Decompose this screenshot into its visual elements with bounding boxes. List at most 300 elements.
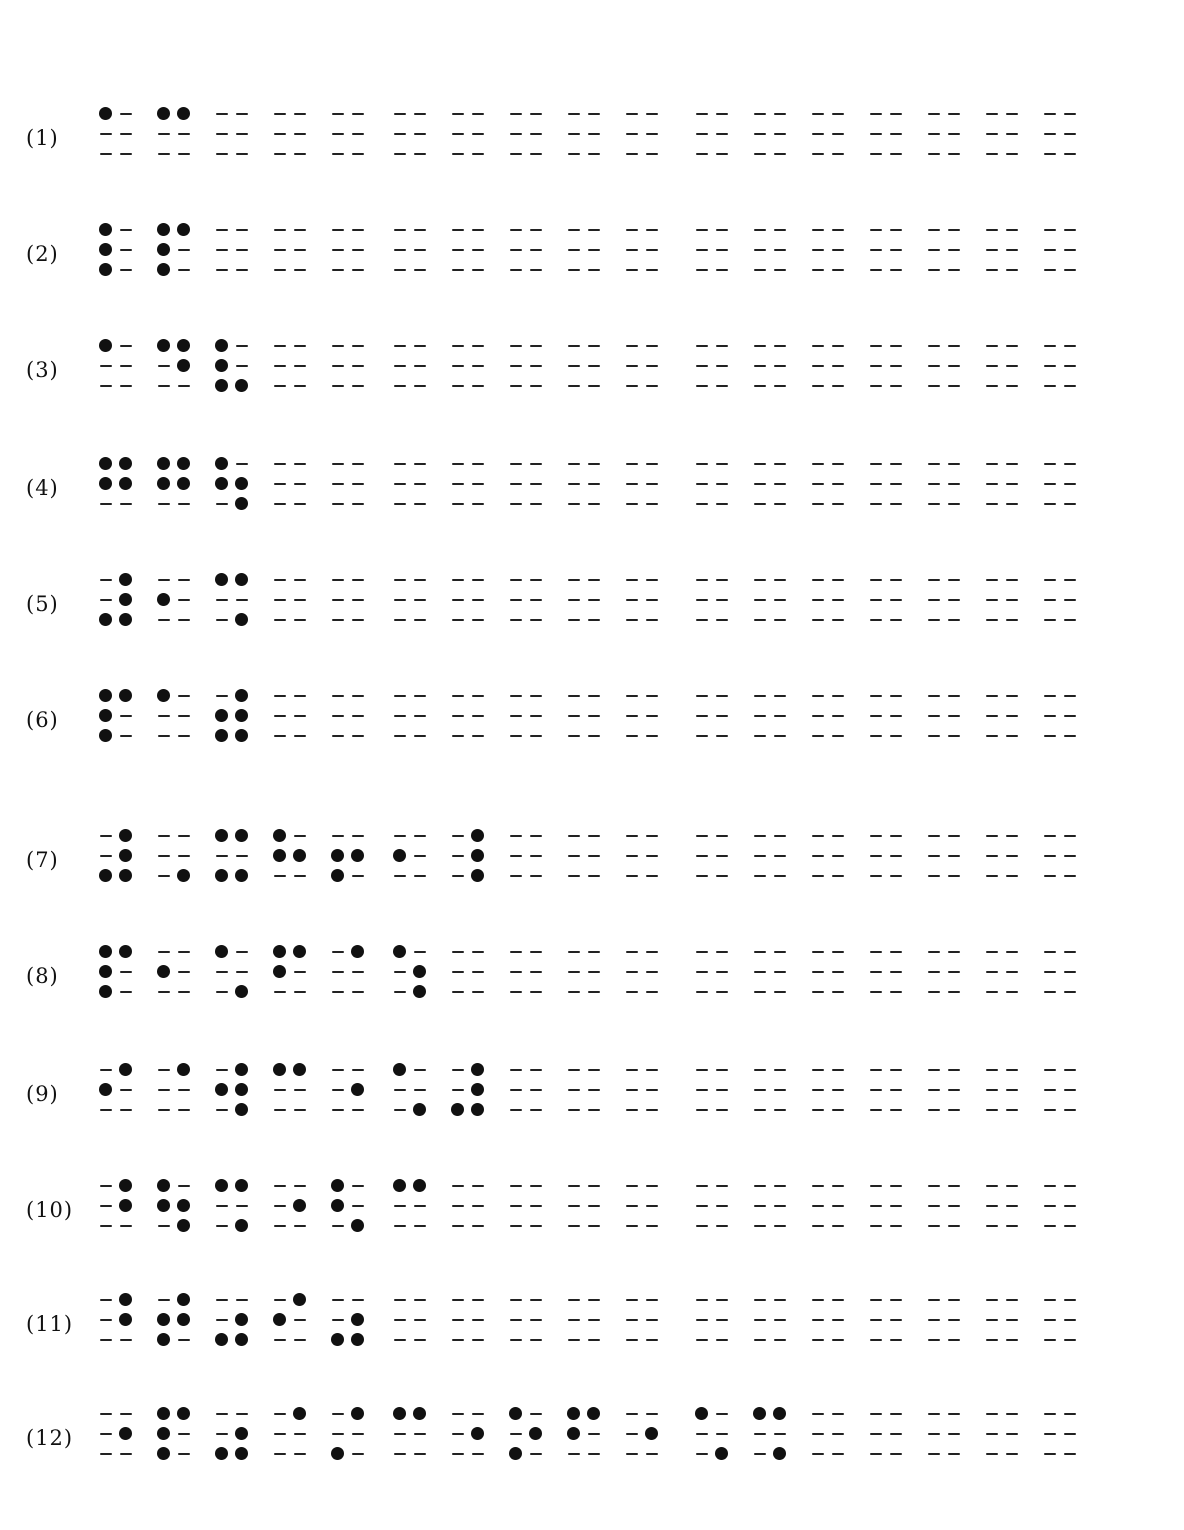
empty-dot-slot [830, 478, 846, 490]
empty-dot-slot [586, 870, 602, 882]
empty-dot-slot [508, 224, 524, 236]
braille-row [0, 340, 1184, 410]
blank-braille-cell [508, 108, 548, 174]
blank-braille-cell [984, 946, 1024, 1012]
empty-dot-slot [810, 574, 826, 586]
empty-dot-slot [830, 498, 846, 510]
empty-dot-slot [714, 498, 730, 510]
empty-dot-slot [272, 224, 288, 236]
braille-cell [156, 574, 196, 640]
empty-dot-slot [292, 690, 308, 702]
empty-dot-slot [470, 614, 486, 626]
empty-dot-slot [888, 1104, 904, 1116]
empty-dot-slot [1004, 690, 1020, 702]
empty-dot-slot [586, 1084, 602, 1096]
empty-dot-slot [644, 360, 660, 372]
blank-braille-cell [450, 690, 490, 756]
empty-dot-slot [810, 614, 826, 626]
empty-dot-slot [392, 340, 408, 352]
empty-dot-slot [98, 1104, 114, 1116]
empty-dot-slot [392, 1104, 408, 1116]
empty-dot-slot [350, 1448, 366, 1460]
raised-dot [214, 830, 230, 842]
empty-dot-slot [528, 478, 544, 490]
empty-dot-slot [752, 458, 768, 470]
empty-dot-slot [644, 690, 660, 702]
empty-dot-slot [810, 830, 826, 842]
empty-dot-slot [624, 870, 640, 882]
empty-dot-slot [508, 690, 524, 702]
empty-dot-slot [868, 244, 884, 256]
empty-dot-slot [1042, 1334, 1058, 1346]
empty-dot-slot [644, 966, 660, 978]
empty-dot-slot [926, 594, 942, 606]
empty-dot-slot [644, 458, 660, 470]
raised-dot [392, 850, 408, 862]
empty-dot-slot [234, 1200, 250, 1212]
empty-dot-slot [586, 1064, 602, 1076]
empty-dot-slot [470, 710, 486, 722]
empty-dot-slot [292, 830, 308, 842]
empty-dot-slot [292, 458, 308, 470]
empty-dot-slot [926, 1334, 942, 1346]
empty-dot-slot [508, 264, 524, 276]
empty-dot-slot [412, 128, 428, 140]
blank-braille-cell [926, 574, 966, 640]
raised-dot [772, 1408, 788, 1420]
blank-braille-cell [984, 1180, 1024, 1246]
empty-dot-slot [752, 946, 768, 958]
empty-dot-slot [98, 148, 114, 160]
empty-dot-slot [830, 850, 846, 862]
empty-dot-slot [830, 148, 846, 160]
empty-dot-slot [392, 830, 408, 842]
empty-dot-slot [868, 1314, 884, 1326]
empty-dot-slot [566, 850, 582, 862]
empty-dot-slot [528, 1064, 544, 1076]
empty-dot-slot [330, 498, 346, 510]
empty-dot-slot [470, 244, 486, 256]
empty-dot-slot [176, 730, 192, 742]
blank-braille-cell [868, 1294, 908, 1360]
empty-dot-slot [1062, 1428, 1078, 1440]
braille-cell [214, 574, 254, 640]
empty-dot-slot [926, 458, 942, 470]
empty-dot-slot [888, 1294, 904, 1306]
blank-braille-cell [566, 1294, 606, 1360]
empty-dot-slot [984, 614, 1000, 626]
empty-dot-slot [350, 830, 366, 842]
empty-dot-slot [214, 850, 230, 862]
raised-dot [176, 1314, 192, 1326]
blank-braille-cell [330, 108, 370, 174]
raised-dot [292, 1200, 308, 1212]
empty-dot-slot [1062, 224, 1078, 236]
empty-dot-slot [1062, 830, 1078, 842]
empty-dot-slot [624, 244, 640, 256]
empty-dot-slot [946, 946, 962, 958]
empty-dot-slot [272, 986, 288, 998]
braille-cell [272, 1408, 312, 1474]
row-number-label: (8) [26, 964, 59, 988]
empty-dot-slot [214, 264, 230, 276]
empty-dot-slot [350, 128, 366, 140]
empty-dot-slot [1004, 1064, 1020, 1076]
empty-dot-slot [714, 1428, 730, 1440]
empty-dot-slot [830, 360, 846, 372]
empty-dot-slot [412, 340, 428, 352]
empty-dot-slot [946, 1200, 962, 1212]
empty-dot-slot [508, 128, 524, 140]
raised-dot [292, 1294, 308, 1306]
empty-dot-slot [946, 340, 962, 352]
empty-dot-slot [830, 690, 846, 702]
row-number-label: (12) [26, 1426, 74, 1450]
empty-dot-slot [586, 1294, 602, 1306]
empty-dot-slot [586, 986, 602, 998]
empty-dot-slot [714, 986, 730, 998]
empty-dot-slot [830, 1220, 846, 1232]
raised-dot [118, 1064, 134, 1076]
empty-dot-slot [392, 966, 408, 978]
empty-dot-slot [528, 594, 544, 606]
blank-braille-cell [624, 690, 664, 756]
empty-dot-slot [984, 870, 1000, 882]
empty-dot-slot [586, 340, 602, 352]
empty-dot-slot [946, 1064, 962, 1076]
empty-dot-slot [1042, 1314, 1058, 1326]
blank-braille-cell [984, 574, 1024, 640]
empty-dot-slot [694, 1448, 710, 1460]
empty-dot-slot [694, 1294, 710, 1306]
empty-dot-slot [528, 1408, 544, 1420]
empty-dot-slot [412, 1200, 428, 1212]
empty-dot-slot [470, 1448, 486, 1460]
raised-dot [234, 498, 250, 510]
empty-dot-slot [292, 594, 308, 606]
empty-dot-slot [586, 478, 602, 490]
empty-dot-slot [752, 710, 768, 722]
raised-dot [98, 986, 114, 998]
empty-dot-slot [644, 1294, 660, 1306]
empty-dot-slot [830, 1448, 846, 1460]
raised-dot [118, 690, 134, 702]
empty-dot-slot [450, 730, 466, 742]
empty-dot-slot [272, 1294, 288, 1306]
empty-dot-slot [624, 986, 640, 998]
empty-dot-slot [926, 690, 942, 702]
empty-dot-slot [508, 614, 524, 626]
empty-dot-slot [714, 360, 730, 372]
empty-dot-slot [586, 966, 602, 978]
empty-dot-slot [528, 1104, 544, 1116]
empty-dot-slot [1004, 1428, 1020, 1440]
empty-dot-slot [350, 498, 366, 510]
empty-dot-slot [752, 1104, 768, 1116]
raised-dot [508, 1408, 524, 1420]
empty-dot-slot [694, 458, 710, 470]
empty-dot-slot [470, 458, 486, 470]
empty-dot-slot [98, 1294, 114, 1306]
empty-dot-slot [714, 966, 730, 978]
empty-dot-slot [1062, 1180, 1078, 1192]
empty-dot-slot [566, 830, 582, 842]
empty-dot-slot [752, 986, 768, 998]
raised-dot [392, 1408, 408, 1420]
raised-dot [772, 1448, 788, 1460]
braille-row [0, 1064, 1184, 1134]
empty-dot-slot [156, 1104, 172, 1116]
empty-dot-slot [176, 594, 192, 606]
braille-cell [98, 1180, 138, 1246]
empty-dot-slot [752, 478, 768, 490]
empty-dot-slot [156, 850, 172, 862]
empty-dot-slot [1004, 946, 1020, 958]
raised-dot [234, 1314, 250, 1326]
braille-cell [272, 1294, 312, 1360]
empty-dot-slot [772, 690, 788, 702]
row-number-label: (2) [26, 242, 59, 266]
empty-dot-slot [450, 458, 466, 470]
empty-dot-slot [528, 360, 544, 372]
empty-dot-slot [586, 1220, 602, 1232]
empty-dot-slot [412, 710, 428, 722]
empty-dot-slot [868, 614, 884, 626]
empty-dot-slot [350, 870, 366, 882]
empty-dot-slot [586, 830, 602, 842]
empty-dot-slot [412, 478, 428, 490]
empty-dot-slot [214, 1294, 230, 1306]
empty-dot-slot [1062, 614, 1078, 626]
empty-dot-slot [350, 380, 366, 392]
blank-braille-cell [392, 340, 432, 406]
empty-dot-slot [1042, 850, 1058, 862]
empty-dot-slot [508, 108, 524, 120]
empty-dot-slot [714, 340, 730, 352]
empty-dot-slot [412, 614, 428, 626]
empty-dot-slot [508, 1314, 524, 1326]
empty-dot-slot [752, 830, 768, 842]
raised-dot [176, 360, 192, 372]
empty-dot-slot [926, 340, 942, 352]
empty-dot-slot [566, 1220, 582, 1232]
empty-dot-slot [566, 224, 582, 236]
blank-braille-cell [624, 946, 664, 1012]
empty-dot-slot [752, 1428, 768, 1440]
empty-dot-slot [528, 264, 544, 276]
raised-dot [234, 870, 250, 882]
empty-dot-slot [1042, 1448, 1058, 1460]
blank-braille-cell [752, 690, 792, 756]
empty-dot-slot [392, 1448, 408, 1460]
empty-dot-slot [772, 478, 788, 490]
empty-dot-slot [1062, 340, 1078, 352]
braille-cell [330, 1180, 370, 1246]
raised-dot [214, 458, 230, 470]
empty-dot-slot [350, 148, 366, 160]
empty-dot-slot [644, 870, 660, 882]
blank-braille-cell [508, 1064, 548, 1130]
empty-dot-slot [176, 498, 192, 510]
empty-dot-slot [868, 850, 884, 862]
empty-dot-slot [566, 380, 582, 392]
blank-braille-cell [392, 224, 432, 290]
braille-row [0, 830, 1184, 900]
empty-dot-slot [810, 1448, 826, 1460]
empty-dot-slot [566, 594, 582, 606]
empty-dot-slot [450, 264, 466, 276]
empty-dot-slot [752, 1448, 768, 1460]
empty-dot-slot [772, 574, 788, 586]
empty-dot-slot [118, 1448, 134, 1460]
blank-braille-cell [694, 574, 734, 640]
blank-braille-cell [272, 224, 312, 290]
empty-dot-slot [694, 1334, 710, 1346]
empty-dot-slot [292, 148, 308, 160]
empty-dot-slot [1004, 710, 1020, 722]
empty-dot-slot [926, 1448, 942, 1460]
empty-dot-slot [644, 148, 660, 160]
blank-braille-cell [868, 574, 908, 640]
blank-braille-cell [926, 946, 966, 1012]
empty-dot-slot [868, 1428, 884, 1440]
empty-dot-slot [644, 1084, 660, 1096]
empty-dot-slot [566, 1084, 582, 1096]
braille-cell [98, 1294, 138, 1360]
blank-braille-cell [566, 1180, 606, 1246]
empty-dot-slot [450, 594, 466, 606]
blank-braille-cell [272, 690, 312, 756]
empty-dot-slot [1042, 594, 1058, 606]
empty-dot-slot [412, 850, 428, 862]
empty-dot-slot [888, 946, 904, 958]
empty-dot-slot [1062, 966, 1078, 978]
blank-braille-cell [984, 830, 1024, 896]
empty-dot-slot [772, 1084, 788, 1096]
blank-braille-cell [450, 574, 490, 640]
empty-dot-slot [214, 1104, 230, 1116]
blank-braille-cell [752, 946, 792, 1012]
braille-cell [156, 1294, 196, 1360]
empty-dot-slot [888, 710, 904, 722]
empty-dot-slot [926, 1200, 942, 1212]
empty-dot-slot [508, 498, 524, 510]
empty-dot-slot [888, 614, 904, 626]
empty-dot-slot [830, 594, 846, 606]
empty-dot-slot [508, 1220, 524, 1232]
empty-dot-slot [714, 1084, 730, 1096]
empty-dot-slot [234, 108, 250, 120]
raised-dot [176, 340, 192, 352]
empty-dot-slot [508, 1084, 524, 1096]
blank-braille-cell [810, 108, 850, 174]
braille-cell [272, 946, 312, 1012]
raised-dot [118, 614, 134, 626]
braille-cell [214, 1408, 254, 1474]
empty-dot-slot [984, 264, 1000, 276]
empty-dot-slot [1042, 870, 1058, 882]
empty-dot-slot [1004, 340, 1020, 352]
empty-dot-slot [888, 850, 904, 862]
empty-dot-slot [926, 1084, 942, 1096]
blank-braille-cell [1042, 830, 1082, 896]
braille-cell [624, 1408, 664, 1474]
blank-braille-cell [868, 224, 908, 290]
empty-dot-slot [98, 380, 114, 392]
empty-dot-slot [508, 986, 524, 998]
empty-dot-slot [350, 730, 366, 742]
raised-dot [272, 1314, 288, 1326]
empty-dot-slot [926, 1064, 942, 1076]
empty-dot-slot [714, 1294, 730, 1306]
empty-dot-slot [714, 690, 730, 702]
row-number-label: (11) [26, 1312, 74, 1336]
empty-dot-slot [450, 946, 466, 958]
empty-dot-slot [984, 574, 1000, 586]
empty-dot-slot [214, 128, 230, 140]
blank-braille-cell [508, 1180, 548, 1246]
empty-dot-slot [984, 340, 1000, 352]
blank-braille-cell [450, 1180, 490, 1246]
empty-dot-slot [1062, 264, 1078, 276]
empty-dot-slot [272, 574, 288, 586]
empty-dot-slot [292, 730, 308, 742]
empty-dot-slot [926, 224, 942, 236]
empty-dot-slot [694, 224, 710, 236]
empty-dot-slot [644, 594, 660, 606]
empty-dot-slot [350, 594, 366, 606]
blank-braille-cell [868, 1064, 908, 1130]
raised-dot [214, 946, 230, 958]
blank-braille-cell [508, 830, 548, 896]
empty-dot-slot [412, 380, 428, 392]
empty-dot-slot [810, 710, 826, 722]
raised-dot [234, 614, 250, 626]
empty-dot-slot [624, 614, 640, 626]
braille-cell [330, 1408, 370, 1474]
empty-dot-slot [868, 1180, 884, 1192]
empty-dot-slot [1004, 1180, 1020, 1192]
empty-dot-slot [98, 830, 114, 842]
empty-dot-slot [566, 1448, 582, 1460]
empty-dot-slot [888, 1314, 904, 1326]
empty-dot-slot [694, 148, 710, 160]
empty-dot-slot [392, 614, 408, 626]
empty-dot-slot [392, 108, 408, 120]
empty-dot-slot [156, 148, 172, 160]
empty-dot-slot [156, 986, 172, 998]
blank-braille-cell [694, 1294, 734, 1360]
empty-dot-slot [234, 264, 250, 276]
empty-dot-slot [450, 1448, 466, 1460]
braille-cell [156, 1064, 196, 1130]
empty-dot-slot [98, 1428, 114, 1440]
blank-braille-cell [566, 224, 606, 290]
blank-braille-cell [926, 1064, 966, 1130]
blank-braille-cell [330, 224, 370, 290]
empty-dot-slot [470, 224, 486, 236]
blank-braille-cell [868, 946, 908, 1012]
braille-cell [330, 1064, 370, 1130]
empty-dot-slot [234, 458, 250, 470]
empty-dot-slot [470, 1200, 486, 1212]
empty-dot-slot [292, 614, 308, 626]
empty-dot-slot [470, 148, 486, 160]
empty-dot-slot [470, 478, 486, 490]
empty-dot-slot [830, 1084, 846, 1096]
empty-dot-slot [350, 360, 366, 372]
empty-dot-slot [234, 966, 250, 978]
